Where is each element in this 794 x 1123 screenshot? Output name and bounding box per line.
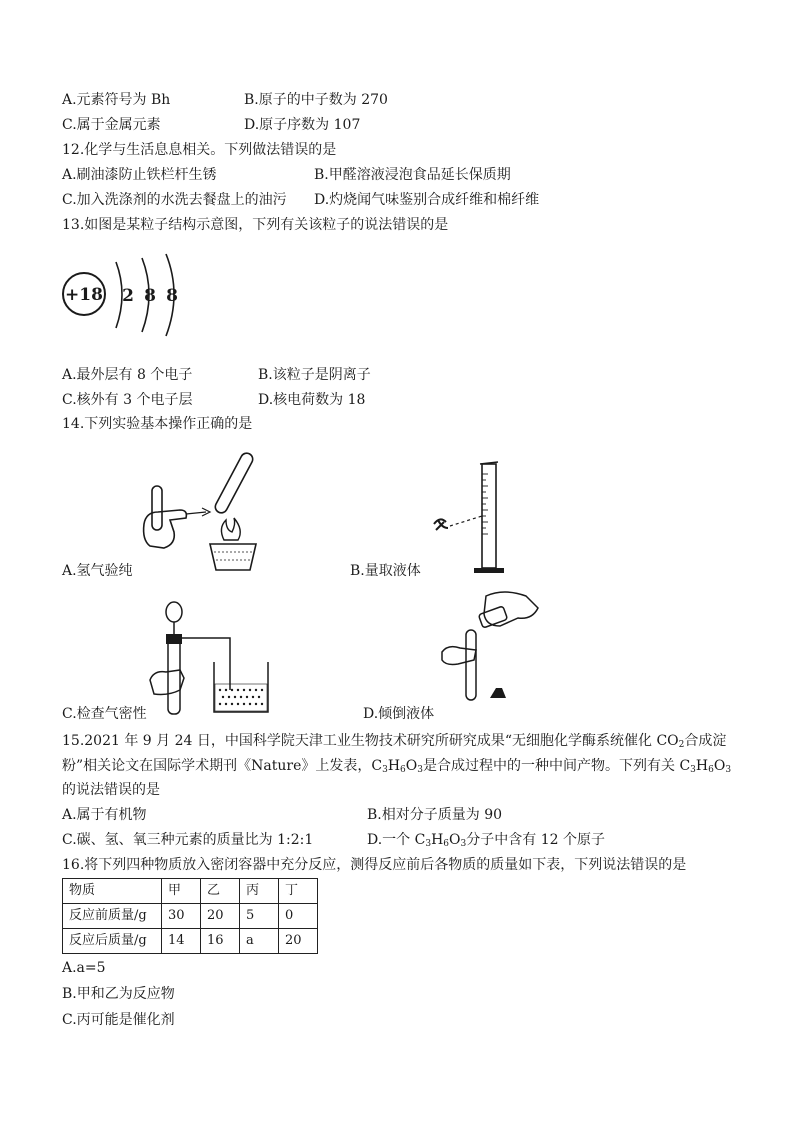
table-header-cell: 物质 [63,879,162,904]
q12-option-c: C.加入洗涤剂的水洗去餐盘上的油污 [62,192,287,208]
table-header-cell: 乙 [201,879,240,904]
q16-option-c: C.丙可能是催化剂 [62,1012,175,1028]
q14-option-a: A.氢气验纯 [62,563,133,579]
figure-pouring-liquid [434,586,554,716]
q14-option-b: B.量取液体 [350,563,421,579]
table-header-row [63,879,318,904]
nucleus-charge: +18 [65,285,103,305]
q15-stem-line3: 的说法错误的是 [62,782,160,798]
q13-stem: 13.如图是某粒子结构示意图，下列有关该粒子的说法错误的是 [62,217,449,233]
figure-graduated-cylinder [430,458,510,578]
table-cell: 14 [162,929,201,954]
q12-stem: 12.化学与生活息息相关。下列做法错误的是 [62,142,337,158]
table-cell: 30 [162,904,201,929]
table-cell: a [240,929,279,954]
q15-stem-line1: 15.2021 年 9 月 24 日，中国科学院天津工业生物技术研究所研究成果“无细胞化学酶系统催化 $CO_2$合成淀 [62,733,727,750]
table-cell: 0 [279,904,318,929]
q13-option-b: B.该粒子是阴离子 [258,367,371,383]
table-header-cell: 丙 [240,879,279,904]
q11-option-b: B.原子的中子数为 270 [244,92,388,108]
shell-1-electrons: 2 [122,286,134,306]
particle-structure-diagram [58,248,188,344]
q13-option-a: A.最外层有 8 个电子 [62,367,193,383]
q15-option-a: A.属于有机物 [62,807,147,823]
table-cell: 反应前质量/g [63,904,162,929]
table-cell: 20 [279,929,318,954]
figure-airtightness-check [144,598,274,718]
table-header-cell: 甲 [162,879,201,904]
q13-option-c: C.核外有 3 个电子层 [62,392,193,408]
q13-option-d: D.核电荷数为 18 [258,392,366,408]
q12-option-d: D.灼烧闻气味鉴别合成纤维和棉纤维 [314,192,540,208]
q14-stem: 14.下列实验基本操作正确的是 [62,416,253,432]
figure-hydrogen-test [140,448,270,576]
q11-option-d: D.原子序数为 107 [244,117,361,133]
table-cell: 16 [201,929,240,954]
q15-stem-line2: 粉”相关论文在国际学术期刊《Nature》上发表，$C_3H_6O_3$是合成过程中的一种中间产物。下列有关 $C_3H_6O_3$ [62,758,732,775]
q11-option-a: A.元素符号为 Bh [62,92,171,108]
q16-option-b: B.甲和乙为反应物 [62,986,175,1002]
shell-2-electrons: 8 [144,286,156,306]
shell-3-electrons: 8 [166,286,178,306]
q16-mass-table [62,878,318,954]
q15-option-d: D.一个 $C_3H_6O_3$分子中含有 12 个原子 [367,832,605,849]
q12-option-a: A.刷油漆防止铁栏杆生锈 [62,167,217,183]
table-header-cell: 丁 [279,879,318,904]
q16-stem: 16.将下列四种物质放入密闭容器中充分反应，测得反应前后各物质的质量如下表，下列说法错误的是 [62,857,687,873]
q16-option-a: A.a=5 [62,960,106,976]
q12-option-b: B.甲醛溶液浸泡食品延长保质期 [314,167,511,183]
q15-option-b: B.相对分子质量为 90 [367,807,503,823]
table-row [63,904,318,929]
table-cell: 20 [201,904,240,929]
q15-option-c: C.碳、氢、氧三种元素的质量比为 1:2:1 [62,832,314,848]
q11-option-c: C.属于金属元素 [62,117,161,133]
table-cell: 5 [240,904,279,929]
q14-option-d: D.倾倒液体 [363,706,435,722]
table-cell: 反应后质量/g [63,929,162,954]
q14-option-c: C.检查气密性 [62,706,147,722]
table-row [63,929,318,954]
